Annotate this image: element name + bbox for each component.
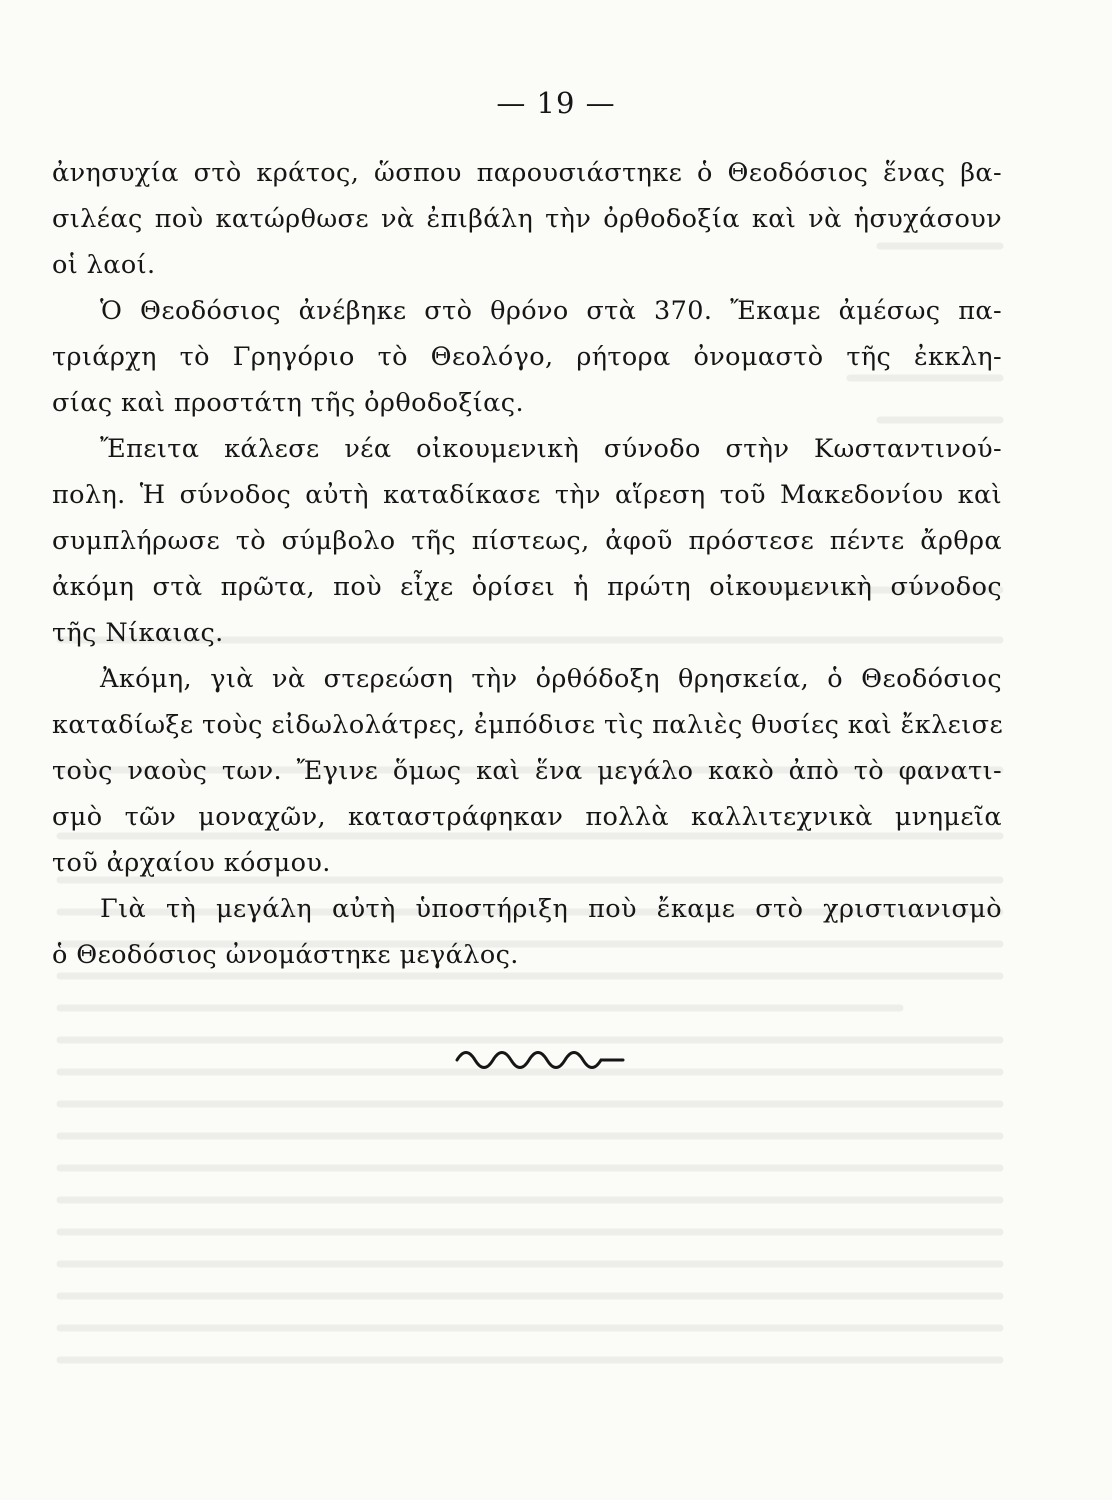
text-line: σιλέας ποὺ κατώρθωσε νὰ ἐπιβάλη τὴν ὀρθοδοξία καὶ νὰ ἡσυχάσουν	[52, 204, 1002, 234]
text-line: τοῦ ἀρχαίου κόσμου.	[52, 848, 331, 878]
text-line: καταδίωξε τοὺς εἰδωλολάτρες, ἐμπόδισε τὶς παλιὲς θυσίες καὶ ἔκλεισε	[52, 710, 1004, 740]
body-text	[52, 150, 1002, 978]
page-number: — 19 —	[496, 86, 616, 120]
text-line: Ἔπειτα κάλεσε νέα οἰκουμενικὴ σύνοδο στὴν Κωσταντινού-	[100, 434, 1002, 464]
text-line: ὁ Θεοδόσιος ὠνομάστηκε μεγάλος.	[52, 940, 519, 970]
text-line: τῆς Νίκαιας.	[52, 618, 224, 648]
text-line: Γιὰ τὴ μεγάλη αὐτὴ ὑποστήριξη ποὺ ἔκαμε στὸ χριστιανισμὸ	[100, 894, 1002, 924]
wavy-line-ornament-icon	[455, 1046, 625, 1070]
text-line: τριάρχη τὸ Γρηγόριο τὸ Θεολόγο, ρήτορα ὀνομαστὸ τῆς ἐκκλη-	[52, 342, 1002, 372]
text-line: οἱ λαοί.	[52, 250, 156, 280]
text-line: πολη. Ἡ σύνοδος αὐτὴ καταδίκασε τὴν αἵρεση τοῦ Μακεδονίου καὶ	[52, 480, 1002, 510]
text-line: Ὁ Θεοδόσιος ἀνέβηκε στὸ θρόνο στὰ 370. Ἔκαμε ἀμέσως πα-	[100, 296, 1002, 326]
text-line: σίας καὶ προστάτη τῆς ὀρθοδοξίας.	[52, 388, 524, 418]
text-line: ἀνησυχία στὸ κράτος, ὥσπου παρουσιάστηκε ὁ Θεοδόσιος ἕνας βα-	[52, 158, 1002, 188]
text-line: συμπλήρωσε τὸ σύμβολο τῆς πίστεως, ἀφοῦ πρόστεσε πέντε ἄρθρα	[52, 526, 1002, 556]
text-line: ἀκόμη στὰ πρῶτα, ποὺ εἶχε ὁρίσει ἡ πρώτη οἰκουμενικὴ σύνοδος	[52, 572, 1002, 602]
text-line: Ἀκόμη, γιὰ νὰ στερεώση τὴν ὀρθόδοξη θρησκεία, ὁ Θεοδόσιος	[100, 664, 1002, 694]
text-line: σμὸ τῶν μοναχῶν, καταστράφηκαν πολλὰ καλλιτεχνικὰ μνημεῖα	[52, 802, 1002, 832]
text-line: τοὺς ναοὺς των. Ἔγινε ὅμως καὶ ἕνα μεγάλο κακὸ ἀπὸ τὸ φανατι-	[52, 756, 1002, 786]
